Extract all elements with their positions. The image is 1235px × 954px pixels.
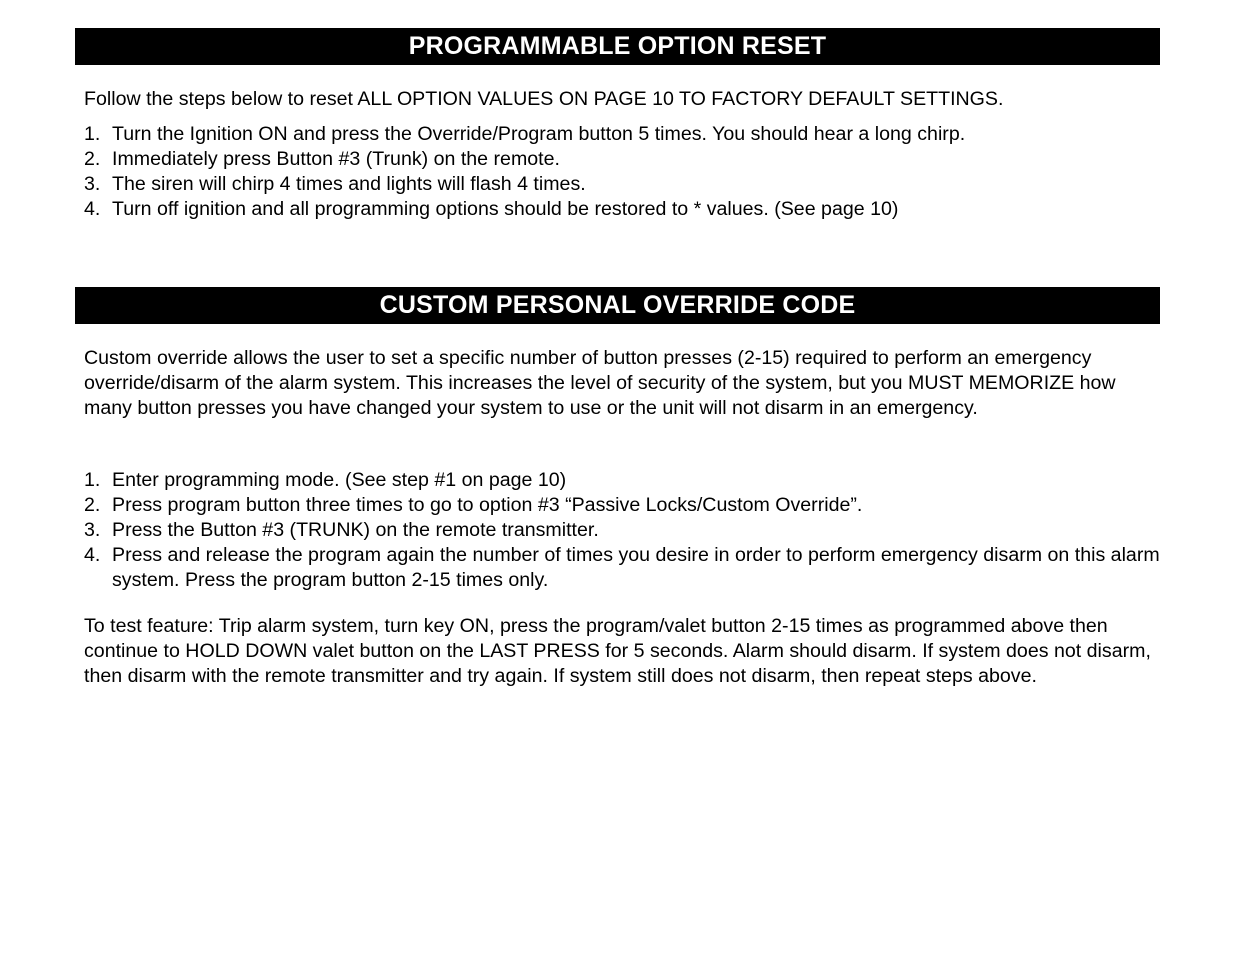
step-text: Enter programming mode. (See step #1 on page 10) [112, 469, 567, 491]
list-item [84, 172, 1164, 197]
custom-override-intro: Custom override allows the user to set a specific number of button presses (2-15) required to perform an emergency override/disarm of the alarm system. This increases the level of security of the system, but you MUST MEMORIZE how many button presses you have changed your system to use or the unit will not disarm in an emergency. [84, 347, 1116, 419]
custom-override-test-instructions: To test feature: Trip alarm system, turn key ON, press the program/valet button 2-15 times as programmed above then continue to HOLD DOWN valet button on the LAST PRESS for 5 seconds. Alarm should disarm. If system does not disarm, then disarm with the remote transmitter and try again. If system still does not disarm, then repeat steps above. [84, 615, 1151, 687]
step-number: 4. [84, 198, 101, 220]
section-title-option-reset: PROGRAMMABLE OPTION RESET [75, 28, 1160, 65]
step-number: 2. [84, 148, 101, 170]
section-title-custom-override: CUSTOM PERSONAL OVERRIDE CODE [75, 287, 1160, 324]
list-item [84, 518, 1164, 543]
step-text: The siren will chirp 4 times and lights will flash 4 times. [112, 173, 586, 195]
list-item [84, 543, 1164, 593]
list-item [84, 468, 1164, 493]
list-item [84, 122, 1164, 147]
step-text: Turn off ignition and all programming options should be restored to * values. (See page 10) [112, 198, 899, 220]
step-text: Press and release the program again the number of times you desire in order to perform emergency disarm on this alarm system. Press the program button 2-15 times only. [112, 544, 1160, 591]
step-number: 3. [84, 173, 101, 195]
option-reset-steps [84, 122, 1164, 222]
custom-override-steps [84, 468, 1164, 593]
step-text: Press program button three times to go to option #3 “Passive Locks/Custom Override”. [112, 494, 863, 516]
list-item [84, 493, 1164, 518]
step-number: 1. [84, 123, 101, 145]
option-reset-intro: Follow the steps below to reset ALL OPTION VALUES ON PAGE 10 TO FACTORY DEFAULT SETTINGS. [84, 88, 1004, 110]
step-number: 2. [84, 494, 101, 516]
step-number: 1. [84, 469, 101, 491]
step-number: 3. [84, 519, 101, 541]
step-number: 4. [84, 544, 101, 566]
list-item [84, 147, 1164, 172]
step-text: Press the Button #3 (TRUNK) on the remote transmitter. [112, 519, 599, 541]
list-item [84, 197, 1164, 222]
step-text: Immediately press Button #3 (Trunk) on the remote. [112, 148, 560, 170]
step-text: Turn the Ignition ON and press the Override/Program button 5 times. You should hear a long chirp. [112, 123, 966, 145]
